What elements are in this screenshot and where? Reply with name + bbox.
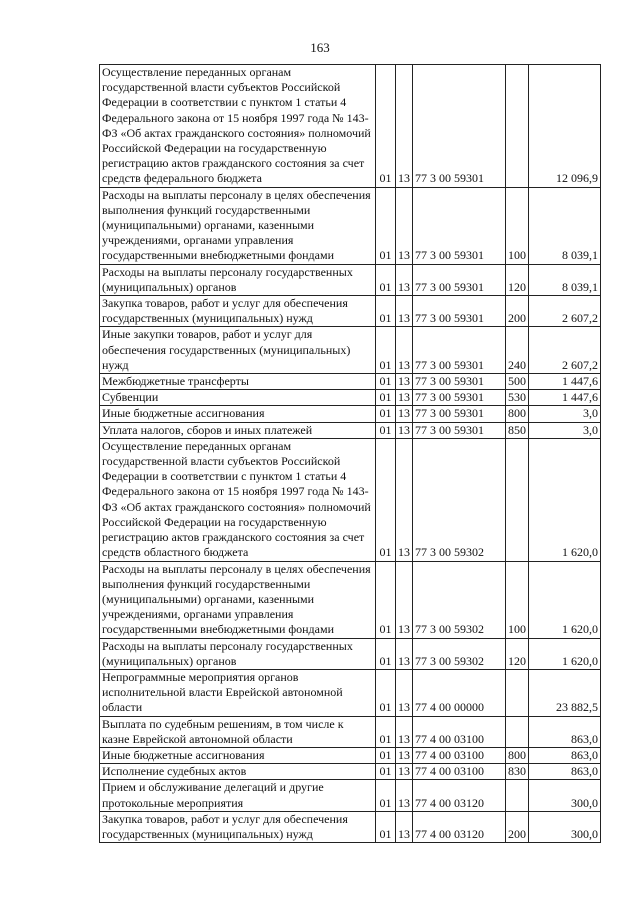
row-section-code: 01 (376, 780, 396, 811)
row-name: Осуществление переданных органам государственной власти субъектов Российской Федерации в соответствии с пунктом 1 статьи 4 Федерального закона от 15 ноября 1997 года № 143-ФЗ «Об актах гражданского состояния» полномочий Российской Федерации на государственную регистрацию актов гражданского состояния за счет средств федерального бюджета (100, 65, 376, 188)
row-expense-type: 850 (506, 422, 529, 438)
row-expense-type: 120 (506, 638, 529, 669)
table-row (100, 764, 601, 780)
row-section-code: 01 (376, 716, 396, 747)
row-name: Иные бюджетные ассигнования (100, 406, 376, 422)
row-subsection-code: 13 (396, 390, 413, 406)
row-target-article: 77 4 00 03120 (413, 811, 506, 842)
row-subsection-code: 13 (396, 561, 413, 638)
table-row (100, 327, 601, 374)
row-section-code: 01 (376, 438, 396, 561)
row-section-code: 01 (376, 327, 396, 374)
row-section-code: 01 (376, 422, 396, 438)
table-row (100, 390, 601, 406)
row-expense-type (506, 65, 529, 188)
row-section-code: 01 (376, 374, 396, 390)
row-amount: 8 039,1 (529, 187, 601, 264)
row-amount: 2 607,2 (529, 327, 601, 374)
row-subsection-code: 13 (396, 406, 413, 422)
row-section-code: 01 (376, 65, 396, 188)
row-name: Выплата по судебным решениям, в том числе к казне Еврейской автономной области (100, 716, 376, 747)
row-name: Межбюджетные трансферты (100, 374, 376, 390)
row-subsection-code: 13 (396, 296, 413, 327)
row-amount: 23 882,5 (529, 669, 601, 716)
row-name: Расходы на выплаты персоналу в целях обеспечения выполнения функций государственными (муниципальными) органами, казенными учреждениями, органами управления государственными внебюджетными фондами (100, 187, 376, 264)
row-amount: 3,0 (529, 406, 601, 422)
row-target-article: 77 3 00 59301 (413, 390, 506, 406)
row-section-code: 01 (376, 264, 396, 295)
table-row (100, 374, 601, 390)
row-name: Иные закупки товаров, работ и услуг для обеспечения государственных (муниципальных) нужд (100, 327, 376, 374)
table-row (100, 811, 601, 842)
row-expense-type (506, 716, 529, 747)
row-subsection-code: 13 (396, 422, 413, 438)
row-section-code: 01 (376, 764, 396, 780)
row-name: Закупка товаров, работ и услуг для обеспечения государственных (муниципальных) нужд (100, 811, 376, 842)
table-row (100, 187, 601, 264)
row-section-code: 01 (376, 406, 396, 422)
row-target-article: 77 3 00 59302 (413, 638, 506, 669)
row-name: Осуществление переданных органам государственной власти субъектов Российской Федерации в соответствии с пунктом 1 статьи 4 Федерального закона от 15 ноября 1997 года № 143-ФЗ «Об актах гражданского состояния» полномочий Российской Федерации на государственную регистрацию актов гражданского состояния за счет средств областного бюджета (100, 438, 376, 561)
row-amount: 863,0 (529, 747, 601, 763)
row-target-article: 77 3 00 59301 (413, 374, 506, 390)
row-subsection-code: 13 (396, 327, 413, 374)
row-target-article: 77 4 00 03100 (413, 747, 506, 763)
row-amount: 863,0 (529, 716, 601, 747)
row-section-code: 01 (376, 638, 396, 669)
budget-table-body (100, 65, 601, 843)
row-section-code: 01 (376, 669, 396, 716)
row-expense-type: 800 (506, 406, 529, 422)
row-target-article: 77 3 00 59301 (413, 296, 506, 327)
row-expense-type: 100 (506, 187, 529, 264)
table-row (100, 716, 601, 747)
row-amount: 8 039,1 (529, 264, 601, 295)
row-section-code: 01 (376, 811, 396, 842)
row-expense-type: 200 (506, 811, 529, 842)
table-row (100, 406, 601, 422)
table-row (100, 780, 601, 811)
table-row (100, 747, 601, 763)
table-row (100, 65, 601, 188)
row-name: Расходы на выплаты персоналу государственных (муниципальных) органов (100, 638, 376, 669)
row-expense-type: 530 (506, 390, 529, 406)
row-expense-type: 240 (506, 327, 529, 374)
row-subsection-code: 13 (396, 438, 413, 561)
row-expense-type: 120 (506, 264, 529, 295)
row-amount: 1 620,0 (529, 438, 601, 561)
row-target-article: 77 4 00 03100 (413, 764, 506, 780)
table-row (100, 638, 601, 669)
row-expense-type: 200 (506, 296, 529, 327)
table-row (100, 296, 601, 327)
table-row (100, 669, 601, 716)
row-name: Прием и обслуживание делегаций и другие протокольные мероприятия (100, 780, 376, 811)
row-amount: 12 096,9 (529, 65, 601, 188)
row-section-code: 01 (376, 187, 396, 264)
table-row (100, 561, 601, 638)
row-subsection-code: 13 (396, 747, 413, 763)
row-target-article: 77 4 00 00000 (413, 669, 506, 716)
row-name: Субвенции (100, 390, 376, 406)
row-subsection-code: 13 (396, 716, 413, 747)
row-expense-type (506, 669, 529, 716)
row-subsection-code: 13 (396, 374, 413, 390)
row-expense-type: 830 (506, 764, 529, 780)
row-subsection-code: 13 (396, 65, 413, 188)
row-section-code: 01 (376, 561, 396, 638)
row-subsection-code: 13 (396, 638, 413, 669)
table-row (100, 264, 601, 295)
row-subsection-code: 13 (396, 811, 413, 842)
row-subsection-code: 13 (396, 264, 413, 295)
row-amount: 863,0 (529, 764, 601, 780)
row-name: Расходы на выплаты персоналу государственных (муниципальных) органов (100, 264, 376, 295)
row-target-article: 77 3 00 59302 (413, 438, 506, 561)
row-expense-type (506, 438, 529, 561)
row-target-article: 77 3 00 59301 (413, 327, 506, 374)
row-section-code: 01 (376, 747, 396, 763)
row-name: Закупка товаров, работ и услуг для обеспечения государственных (муниципальных) нужд (100, 296, 376, 327)
row-amount: 2 607,2 (529, 296, 601, 327)
page-number: 163 (310, 40, 330, 55)
row-section-code: 01 (376, 296, 396, 327)
row-target-article: 77 3 00 59301 (413, 65, 506, 188)
row-amount: 1 447,6 (529, 374, 601, 390)
row-target-article: 77 3 00 59301 (413, 422, 506, 438)
row-name: Расходы на выплаты персоналу в целях обеспечения выполнения функций государственными (муниципальными) органами, казенными учреждениями, органами управления государственными внебюджетными фондами (100, 561, 376, 638)
row-name: Уплата налогов, сборов и иных платежей (100, 422, 376, 438)
row-amount: 300,0 (529, 811, 601, 842)
row-expense-type: 500 (506, 374, 529, 390)
row-target-article: 77 4 00 03120 (413, 780, 506, 811)
row-target-article: 77 3 00 59302 (413, 561, 506, 638)
row-target-article: 77 3 00 59301 (413, 187, 506, 264)
row-amount: 1 620,0 (529, 561, 601, 638)
row-name: Исполнение судебных актов (100, 764, 376, 780)
row-amount: 300,0 (529, 780, 601, 811)
row-amount: 3,0 (529, 422, 601, 438)
row-target-article: 77 4 00 03100 (413, 716, 506, 747)
row-subsection-code: 13 (396, 187, 413, 264)
row-expense-type: 800 (506, 747, 529, 763)
row-target-article: 77 3 00 59301 (413, 406, 506, 422)
row-subsection-code: 13 (396, 669, 413, 716)
budget-table (99, 64, 601, 843)
row-amount: 1 447,6 (529, 390, 601, 406)
row-expense-type: 100 (506, 561, 529, 638)
row-amount: 1 620,0 (529, 638, 601, 669)
row-expense-type (506, 780, 529, 811)
row-subsection-code: 13 (396, 780, 413, 811)
table-row (100, 438, 601, 561)
row-name: Непрограммные мероприятия органов исполнительной власти Еврейской автономной области (100, 669, 376, 716)
row-subsection-code: 13 (396, 764, 413, 780)
row-target-article: 77 3 00 59301 (413, 264, 506, 295)
row-section-code: 01 (376, 390, 396, 406)
row-name: Иные бюджетные ассигнования (100, 747, 376, 763)
table-row (100, 422, 601, 438)
